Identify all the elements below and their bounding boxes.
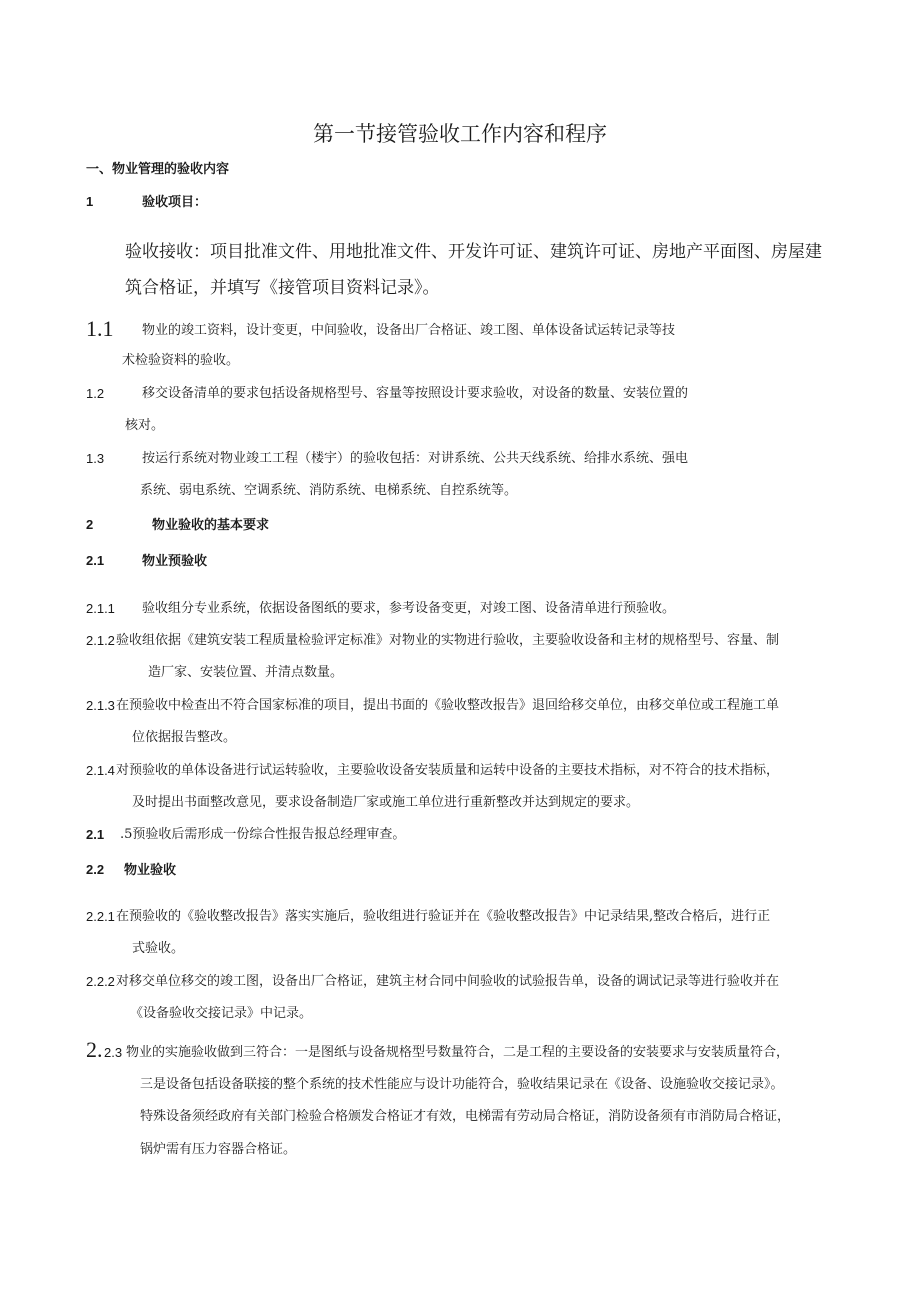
paragraph-line: 对移交单位移交的竣工图，设备出厂合格证，建筑主材合同中间验收的试验报告单，设备的调试记录等进行验收并在 — [116, 974, 780, 989]
paragraph-number: 2.1.3 — [86, 698, 115, 713]
subsection-number: 2.2 — [86, 862, 105, 877]
paragraph-number-small: 2.3 — [104, 1045, 123, 1060]
paragraph-line: 系统、弱电系统、空调系统、消防系统、电梯系统、自控系统等。 — [140, 483, 518, 498]
section-heading-2: 物业验收的基本要求 — [152, 517, 270, 532]
paragraph-number: 2.2.2 — [86, 974, 115, 989]
paragraph-line: 式验收。 — [132, 941, 185, 956]
paragraph-number: 2.1.4 — [86, 763, 115, 778]
paragraph-number: 2.1.2 — [86, 633, 115, 648]
paragraph-line: 及时提出书面整改意见，要求设备制造厂家或施工单位进行重新整改并达到规定的要求。 — [132, 795, 640, 810]
section-heading-1: 一、物业管理的验收内容 — [86, 161, 230, 176]
paragraph-line: 对预验收的单体设备进行试运转验收，主要验收设备安装质量和运转中设备的主要技术指标，对不符合的技术指标， — [116, 763, 780, 778]
paragraph-line: 验收组分专业系统，依据设备图纸的要求，参考设备变更，对竣工图、设备清单进行预验收。 — [142, 601, 676, 616]
paragraph-line: 按运行系统对物业竣工工程（楼宇）的验收包括：对讲系统、公共天线系统、给排水系统、强电 — [142, 451, 689, 466]
paragraph-number: 1.1 — [86, 316, 114, 341]
item-number: 1 — [86, 194, 94, 209]
paragraph-line: 造厂家、安装位置、并清点数量。 — [148, 665, 344, 680]
intro-line-1: 验收接收：项目批准文件、用地批准文件、开发许可证、建筑许可证、房地产平面图、房屋建 — [125, 242, 822, 262]
paragraph-line: 移交设备清单的要求包括设备规格型号、容量等按照设计要求验收，对设备的数量、安装位置的 — [142, 386, 689, 401]
paragraph-number: 2.2.1 — [86, 909, 115, 924]
paragraph-number: 1.3 — [86, 451, 105, 466]
subsection-number: 2.1 — [86, 553, 105, 568]
paragraph-number: 2.1 — [86, 827, 105, 842]
paragraph-line: 物业的实施验收做到三符合：一是图纸与设备规格型号数量符合，二是工程的主要设备的安装要求与安装质量符合， — [126, 1045, 790, 1060]
page-title: 第一节接管验收工作内容和程序 — [313, 122, 607, 146]
paragraph-line: 在预验收的《验收整改报告》落实实施后，验收组进行验证并在《验收整改报告》中记录结果,整改合格后，进行正 — [116, 909, 771, 924]
paragraph-line: 核对。 — [125, 418, 165, 433]
paragraph-line: 验收组依据《建筑安装工程质量检验评定标准》对物业的实物进行验收，主要验收设备和主材的规格型号、容量、制 — [116, 633, 780, 648]
paragraph-line: 在预验收中检查出不符合国家标准的项目，提出书面的《验收整改报告》退回给移交单位，由移交单位或工程施工单 — [116, 698, 780, 713]
paragraph-line: 术检验资料的验收。 — [122, 353, 240, 368]
paragraph-line: 三是设备包括设备联接的整个系统的技术性能应与设计功能符合，验收结果记录在《设备、设施验收交接记录》。 — [140, 1077, 784, 1092]
intro-line-2: 筑合格证，并填写《接管项目资料记录》。 — [125, 278, 440, 298]
paragraph-line: 《设备验收交接记录》中记录。 — [130, 1006, 313, 1021]
paragraph-line: 特殊设备须经政府有关部门检验合格颁发合格证才有效，电梯需有劳动局合格证，消防设备须有市消防局合格证， — [140, 1109, 791, 1124]
paragraph-line: 位依据报告整改。 — [132, 730, 237, 745]
paragraph-line: .5预验收后需形成一份综合性报告报总经理审查。 — [120, 827, 406, 842]
section-number: 2 — [86, 517, 94, 532]
paragraph-line: 物业的竣工资料，设计变更，中间验收，设备出厂合格证、竣工图、单体设备试运转记录等技 — [142, 323, 676, 338]
paragraph-number: 1.2 — [86, 386, 105, 401]
subsection-heading: 物业验收 — [124, 862, 177, 877]
paragraph-number: 2.1.1 — [86, 601, 115, 616]
paragraph-number-large: 2. — [86, 1037, 103, 1062]
item-label: 验收项目： — [142, 194, 208, 209]
paragraph-line: 锅炉需有压力容器合格证。 — [140, 1142, 297, 1157]
subsection-heading: 物业预验收 — [142, 553, 208, 568]
